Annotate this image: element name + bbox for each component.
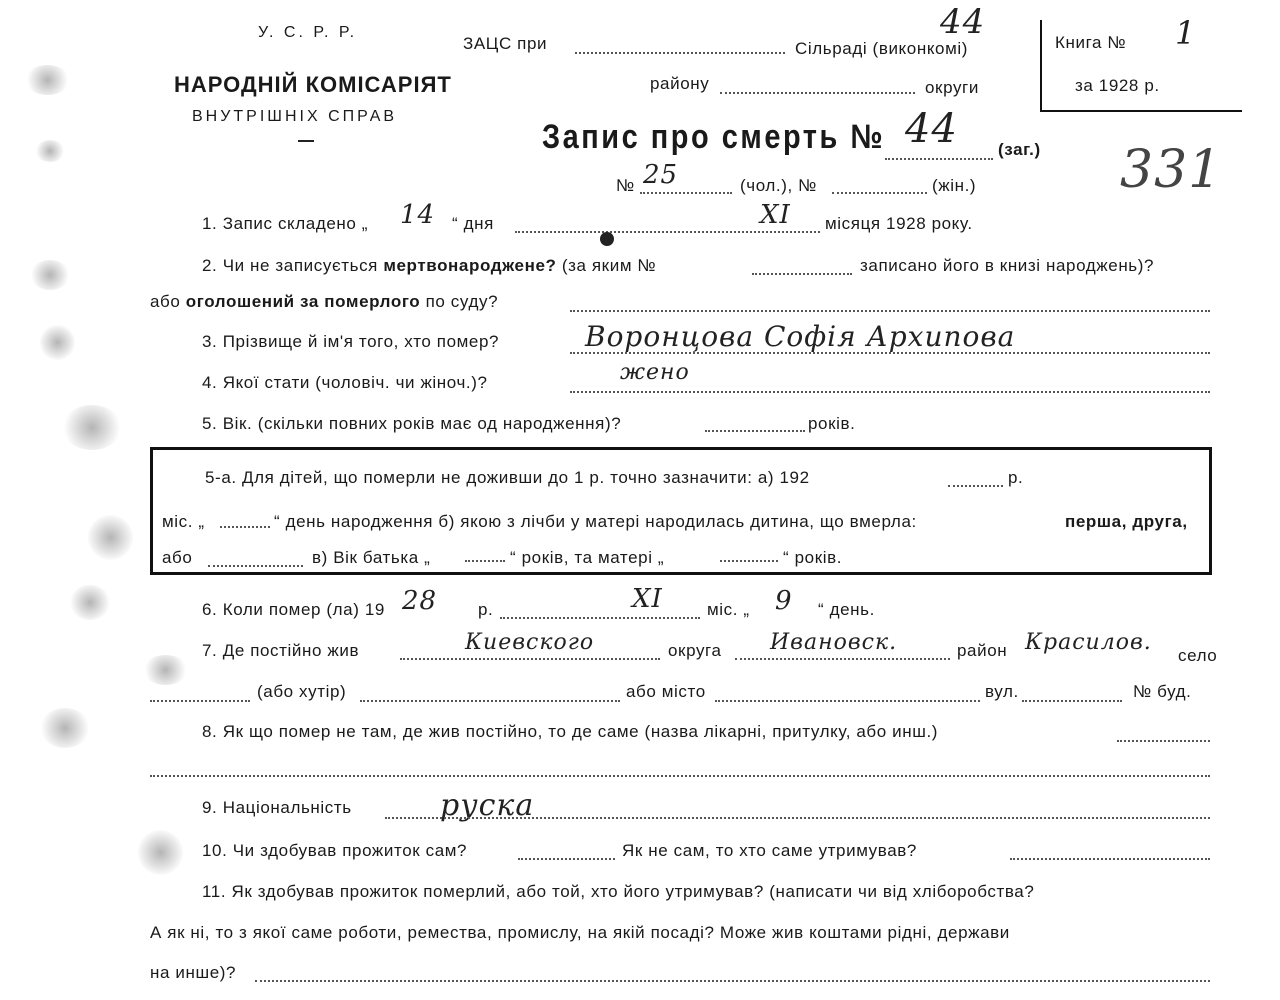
line2b-declared-dead: оголошений за померлого <box>185 292 421 311</box>
line3-label: 3. Прізвище й ім'я того, хто помер? <box>202 332 500 351</box>
line11-row1: 11. Як здобував прожиток померлий, або той, хто його утримував? (написати чи від хліборобства? <box>202 882 1035 901</box>
record-number-field[interactable] <box>885 158 993 160</box>
line7-okrug-field[interactable] <box>400 658 660 660</box>
book-label: Книга № <box>1055 33 1127 52</box>
line9-nationality-handwritten: руска <box>440 788 535 823</box>
line1-label: 1. Запис складено „ <box>202 214 369 233</box>
line5a-years: “ років. <box>783 548 843 567</box>
line7-raion-handwritten: Ивановск. <box>770 630 898 655</box>
line6-day-label: “ день. <box>818 600 875 619</box>
line7-okrug-handwritten: Киевского <box>465 630 595 655</box>
female-number-field[interactable] <box>832 192 927 194</box>
line2b-label <box>150 292 498 312</box>
margin-number-handwritten: 331 <box>1120 140 1223 200</box>
line7-label: 7. Де постійно жив <box>202 641 360 660</box>
record-number-handwritten: 44 <box>905 106 958 152</box>
line8-label: 8. Як що помер не там, де жив постійно, то де саме (назва лікарні, притулку, або инш.) <box>202 722 939 741</box>
male-number-prefix: № <box>616 176 635 195</box>
line7-raion-field[interactable] <box>735 658 950 660</box>
line6-month-label: міс. „ <box>707 600 750 619</box>
line7-okrug-label: округа <box>668 641 722 660</box>
line8-field-a[interactable] <box>1117 740 1210 742</box>
line10-label-b: Як не сам, то хто саме утримував? <box>622 841 917 860</box>
line5a-father-age-label: в) Вік батька „ <box>312 548 431 567</box>
line2-label-c: записано його в книзі народжень)? <box>860 256 1155 275</box>
line9-label: 9. Національність <box>202 798 352 817</box>
male-label: (чол.), № <box>740 176 817 195</box>
village-council-label: Сільраді (виконкомі) <box>795 39 969 58</box>
line7b-farm-label: (або хутір) <box>257 682 347 701</box>
line7b-street-field[interactable] <box>1022 700 1122 702</box>
margin-stain <box>40 708 90 748</box>
header-dash <box>298 140 314 142</box>
margin-stain <box>143 655 188 685</box>
line7b-pre-field[interactable] <box>150 700 250 702</box>
line7b-farm-field[interactable] <box>360 700 620 702</box>
ussr-heading: У. С. Р. Р. <box>258 24 358 41</box>
line1-month-field[interactable] <box>515 231 820 233</box>
line1-year: місяця 1928 року. <box>825 214 973 233</box>
line5a-row1: 5-а. Для дітей, що померли не доживши до 1 р. точно зазначити: а) 192 <box>205 468 810 487</box>
line5-label: 5. Вік. (скільки повних років має од народження)? <box>202 414 622 433</box>
internal-affairs-heading: ВНУТРІШНІХ СПРАВ <box>192 108 398 125</box>
line2b-label-b: по суду? <box>425 292 499 311</box>
line7-village-handwritten: Красилов. <box>1025 630 1152 655</box>
line4-label: 4. Якої стати (чоловіч. чи жіноч.)? <box>202 373 488 392</box>
line7b-building-label: № буд. <box>1133 682 1192 701</box>
male-number-handwritten: 25 <box>643 160 679 190</box>
line10-self-field[interactable] <box>518 858 615 860</box>
line4-sex-field[interactable] <box>570 391 1210 393</box>
line5-years: років. <box>808 414 856 433</box>
margin-stain <box>40 325 75 360</box>
line2b-label-a: або <box>150 292 181 311</box>
male-number-field[interactable] <box>640 192 732 194</box>
line9-nationality-field[interactable] <box>385 817 1210 819</box>
line6-year-handwritten: 28 <box>402 586 438 616</box>
line6-day-handwritten: 9 <box>775 586 793 616</box>
line2-stillborn: мертвонароджене? <box>383 256 557 275</box>
line2-label-a: 2. Чи не записується <box>202 256 378 275</box>
line11-field[interactable] <box>255 980 1210 982</box>
line6-month-field[interactable] <box>500 617 700 619</box>
line10-who-field[interactable] <box>1010 858 1210 860</box>
line6-year-suffix: р. <box>478 600 494 619</box>
line2-label <box>202 256 656 276</box>
okrug-label: округи <box>925 78 979 97</box>
line5a-mother-age-label: “ років, та матері „ <box>510 548 665 567</box>
line4-sex-handwritten: жено <box>620 360 690 385</box>
line2-label-b: (за яким № <box>561 256 657 275</box>
book-number-handwritten: 1 <box>1175 14 1197 52</box>
book-year: за 1928 р. <box>1075 76 1160 95</box>
line11-row3: на инше)? <box>150 963 237 982</box>
record-title: Запис про смерть № <box>542 118 886 156</box>
commissariat-heading: НАРОДНІЙ КОМІСАРІЯТ <box>174 72 452 97</box>
margin-stain <box>138 830 183 875</box>
line3-name-handwritten: Воронцова Софія Архипова <box>585 320 1016 353</box>
line5a-year-field[interactable] <box>948 485 1003 487</box>
line5a-month-label: міс. „ <box>162 512 205 531</box>
margin-stain <box>30 260 70 290</box>
line11-row2: А як ні, то з якої саме роботи, ремества, промислу, на якій посаді? Може жив коштами рідні, держави <box>150 923 1010 942</box>
line1-day-handwritten: 14 <box>400 200 436 230</box>
line1-day-suffix: “ дня <box>452 214 494 233</box>
line7b-city-field[interactable] <box>715 700 980 702</box>
ink-dot <box>600 232 614 246</box>
line3-name-field[interactable] <box>570 352 1210 354</box>
line5a-row2: “ день народження б) якою з лічби у матері народилась дитина, що вмерла: <box>274 512 917 531</box>
line7b-street-label: вул. <box>985 682 1019 701</box>
line5a-year-suffix: р. <box>1008 468 1024 487</box>
line7-raion-label: район <box>957 641 1008 660</box>
line5a-day-field[interactable] <box>220 526 270 528</box>
line5a-father-age-field[interactable] <box>465 560 505 562</box>
line1-month-handwritten: XI <box>760 200 791 230</box>
female-label: (жін.) <box>932 176 977 195</box>
zags-at-field[interactable] <box>575 52 785 54</box>
infant-info-box <box>150 447 1212 575</box>
line6-label: 6. Коли помер (ла) 19 <box>202 600 385 619</box>
line7-village-label: село <box>1178 646 1218 665</box>
top-number-handwritten: 44 <box>940 2 986 42</box>
line5-age-field[interactable] <box>705 430 805 432</box>
margin-stain <box>88 515 133 560</box>
line5a-mother-age-field[interactable] <box>720 560 778 562</box>
line2b-field[interactable] <box>570 310 1210 312</box>
general-label: (заг.) <box>998 140 1041 159</box>
margin-stain <box>25 65 70 95</box>
line10-label: 10. Чи здобував прожиток сам? <box>202 841 468 860</box>
zags-at-label: ЗАЦС при <box>463 34 548 53</box>
line6-month-handwritten: XI <box>632 584 663 614</box>
line8-field-b[interactable] <box>150 775 1210 777</box>
line7b-city-label: або місто <box>626 682 706 701</box>
line5a-or: або <box>162 548 193 567</box>
line5a-order-field[interactable] <box>208 565 303 567</box>
margin-stain <box>62 405 122 450</box>
margin-stain <box>70 585 110 620</box>
line2-number-field[interactable] <box>752 273 852 275</box>
okrug-field[interactable] <box>720 92 915 94</box>
line5a-first-second: перша, друга, <box>1065 512 1188 531</box>
margin-stain <box>35 140 65 162</box>
district-label: району <box>650 74 710 93</box>
